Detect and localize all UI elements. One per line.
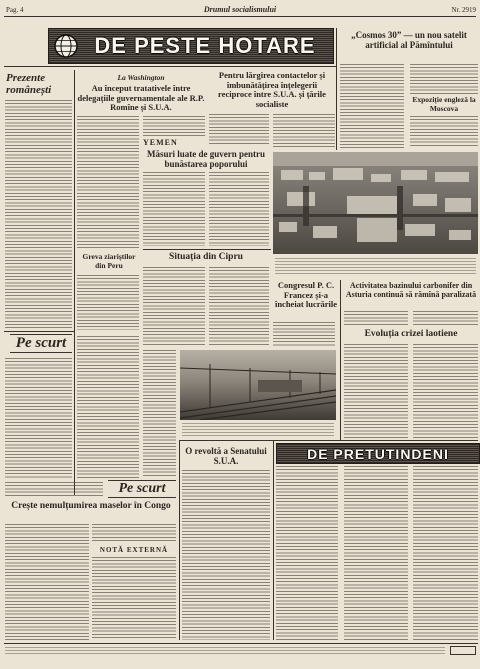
headline-congres: Congresul P. C. Francez și-a încheiat lucrările <box>274 280 338 309</box>
article-text <box>5 100 72 328</box>
article-text <box>77 336 139 478</box>
page-number: Pag. 4 <box>6 6 24 14</box>
city-photo <box>273 152 478 254</box>
banner-rule <box>4 66 336 67</box>
kicker-yemen: YEMEN <box>143 138 178 147</box>
article-text <box>273 114 335 148</box>
footer-box <box>450 646 476 655</box>
article-text <box>77 275 139 330</box>
article-text <box>344 466 408 640</box>
footer-rule <box>4 643 478 644</box>
photo-caption <box>182 423 334 438</box>
headline-senat: O revoltă a Senatului S.U.A. <box>185 446 267 466</box>
article-text <box>5 482 103 497</box>
article-text <box>143 350 176 478</box>
headline-washington: Au început tratativele între delegațiile guvernamentale ale R.P. Romîne și S.U.A. <box>77 83 205 112</box>
article-text <box>273 322 335 346</box>
section-rule <box>143 249 271 250</box>
article-text <box>143 116 205 136</box>
article-text <box>5 524 89 640</box>
headline-cipru: Situația din Cipru <box>169 252 243 262</box>
article-text <box>413 466 478 640</box>
headline-asturia: Activitatea bazinului carbonifer din Asturia continuă să rămînă paralizată <box>345 281 477 299</box>
column-rule <box>179 440 180 640</box>
article-text <box>344 311 408 326</box>
headline-laos: Evoluția crizei laotiene <box>364 329 458 339</box>
article-text <box>209 114 269 146</box>
section-rule <box>180 440 478 441</box>
article-text <box>276 466 338 640</box>
headline-expozitie: Expoziție engleză la Moscova <box>412 95 476 113</box>
headline-peru: Greva ziariștilor din Peru <box>82 252 136 270</box>
article-text <box>182 470 270 640</box>
section-rule <box>4 331 74 332</box>
headline-contacte: Pentru lărgirea contactelor și îmbunătățirea înțelegerii reciproce între S.U.A. și țările socialiste <box>218 70 326 109</box>
headline-prezente: Prezente românești <box>6 72 52 96</box>
article-text <box>209 172 269 246</box>
article-text <box>77 116 139 250</box>
masthead-rule <box>4 16 476 17</box>
article-text <box>143 267 205 345</box>
issue-number: Nr. 2919 <box>451 6 476 14</box>
section-pe-scurt: Pe scurt <box>10 334 72 353</box>
headline-cosmos: „Cosmos 30” — un nou satelit artificial al Pămîntului <box>351 30 467 50</box>
section-banner-abroad <box>48 28 334 64</box>
section-banner-abroad-text: DE PESTE HOTARE <box>94 33 316 58</box>
article-text <box>143 172 205 246</box>
article-text <box>5 358 72 478</box>
article-text <box>410 64 478 94</box>
footer-text <box>5 647 445 655</box>
section-banner-everywhere <box>276 443 480 464</box>
article-text <box>413 311 478 326</box>
article-text <box>92 557 176 640</box>
article-text <box>344 344 408 438</box>
column-rule <box>273 440 274 640</box>
article-text <box>209 267 269 345</box>
column-rule <box>74 70 75 495</box>
column-rule <box>336 28 337 150</box>
railway-photo <box>180 350 336 420</box>
photo-caption <box>275 258 476 276</box>
column-rule <box>340 280 341 440</box>
article-text <box>340 64 404 148</box>
globe-icon <box>53 33 79 59</box>
headline-congo: Crește nemulțumirea maselor în Congo <box>11 501 171 511</box>
kicker-washington: La Washington <box>117 73 165 82</box>
section-pe-scurt: Pe scurt <box>108 480 176 498</box>
article-text <box>410 116 478 148</box>
section-banner-everywhere-text: DE PRETUTINDENI <box>307 445 449 462</box>
headline-yemen: Măsuri luate de guvern pentru bunăstarea poporului <box>147 149 265 169</box>
article-text <box>92 524 176 543</box>
newspaper-title: Drumul socialismului <box>203 5 277 14</box>
article-text <box>413 344 478 438</box>
note-label: NOTĂ EXTERNĂ <box>99 546 169 554</box>
